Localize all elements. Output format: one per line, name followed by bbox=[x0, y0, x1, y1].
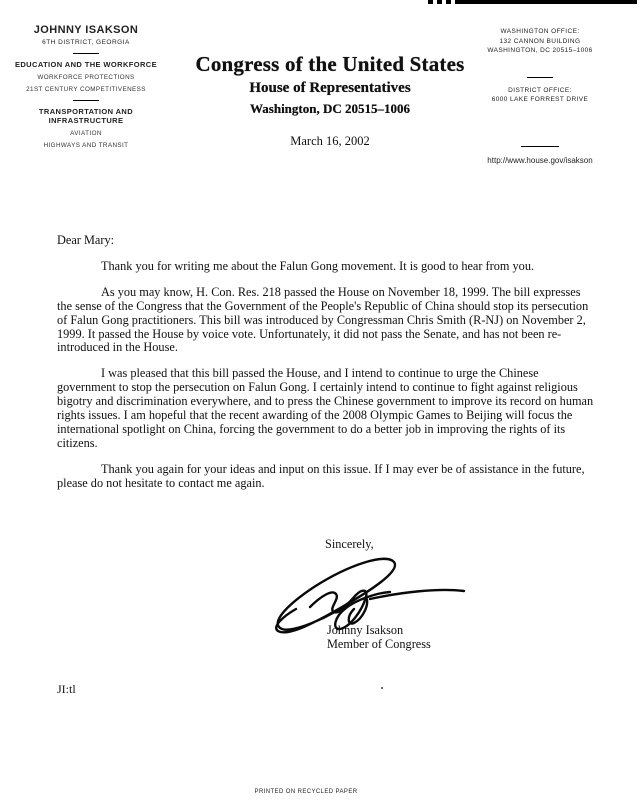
divider bbox=[73, 53, 99, 54]
member-district: 6TH DISTRICT, GEORGIA bbox=[42, 39, 130, 46]
committee-title: EDUCATION AND THE WORKFORCE bbox=[14, 60, 158, 69]
member-info-block bbox=[6, 24, 166, 149]
district-office-label: DISTRICT OFFICE: bbox=[508, 87, 572, 94]
scan-artifact-dot bbox=[381, 687, 383, 689]
scan-artifact-dashes bbox=[428, 0, 454, 4]
website-url: http://www.house.gov/isakson bbox=[487, 156, 593, 165]
divider bbox=[73, 100, 99, 101]
divider bbox=[521, 146, 559, 147]
paragraph: I was pleased that this bill passed the House, and I intend to continue to urge the Chinese government to stop the persecution on Falun Gong. I certainly intend to continue to fight against religious bigotry and discrimination everywhere, and to press the Chinese government to improve its record on human rights issues. I am hopeful that the recent awarding of the 2008 Olympic Games to Beijing will focus the international spotlight on China, forcing the government to do a better job in improving the rights of its citizens. bbox=[57, 366, 594, 450]
signer-name: Johnny Isakson bbox=[327, 623, 404, 637]
washington-office-label: WASHINGTON OFFICE: bbox=[500, 28, 580, 35]
committee-title: TRANSPORTATION AND INFRASTRUCTURE bbox=[38, 107, 134, 125]
divider bbox=[527, 77, 553, 78]
house-subtitle: House of Representatives bbox=[249, 80, 411, 96]
letter-date: March 16, 2002 bbox=[290, 134, 370, 148]
typist-initials: JI:tl bbox=[57, 682, 76, 696]
signer-title: Member of Congress bbox=[327, 637, 431, 651]
paragraph: Thank you again for your ideas and input on this issue. If I may ever be of assistance in the future, please do not hesitate to contact me again. bbox=[57, 461, 585, 490]
paragraph: Thank you for writing me about the Falun Gong movement. It is good to hear from you. bbox=[101, 258, 535, 273]
washington-office-address: 132 CANNON BUILDING bbox=[499, 38, 581, 45]
paragraph: As you may know, H. Con. Res. 218 passed the House on November 18, 1999. The bill expresses the sense of the Congress that the Government of the People's Republic of China should stop its persecution of Falun Gong practitioners. This bill was introduced by Congressman Chris Smith (R-NJ) on November 2, 1999. It passed the House by voice vote. Unfortunately, it did not pass the Senate, and has not been re-introduced in the House. bbox=[57, 284, 589, 355]
letter-body bbox=[57, 234, 594, 503]
washington-office-address: WASHINGTON, DC 20515–1006 bbox=[487, 47, 593, 54]
salutation: Dear Mary: bbox=[57, 233, 115, 247]
dc-address: Washington, DC 20515–1006 bbox=[250, 101, 410, 116]
recycled-paper-note: PRINTED ON RECYCLED PAPER bbox=[254, 789, 358, 795]
district-office-address: 6000 LAKE FORREST DRIVE bbox=[491, 96, 589, 103]
subcommittee-label: 21ST CENTURY COMPETITIVENESS bbox=[26, 86, 146, 93]
subcommittee-label: AVIATION bbox=[70, 130, 102, 137]
subcommittee-label: WORKFORCE PROTECTIONS bbox=[37, 74, 135, 81]
congress-title: Congress of the United States bbox=[195, 52, 465, 76]
subcommittee-label: HIGHWAYS AND TRANSIT bbox=[43, 142, 129, 149]
scan-artifact-line bbox=[455, 0, 637, 4]
closing-salutation: Sincerely, bbox=[325, 537, 374, 551]
member-name: JOHNNY ISAKSON bbox=[33, 24, 139, 36]
